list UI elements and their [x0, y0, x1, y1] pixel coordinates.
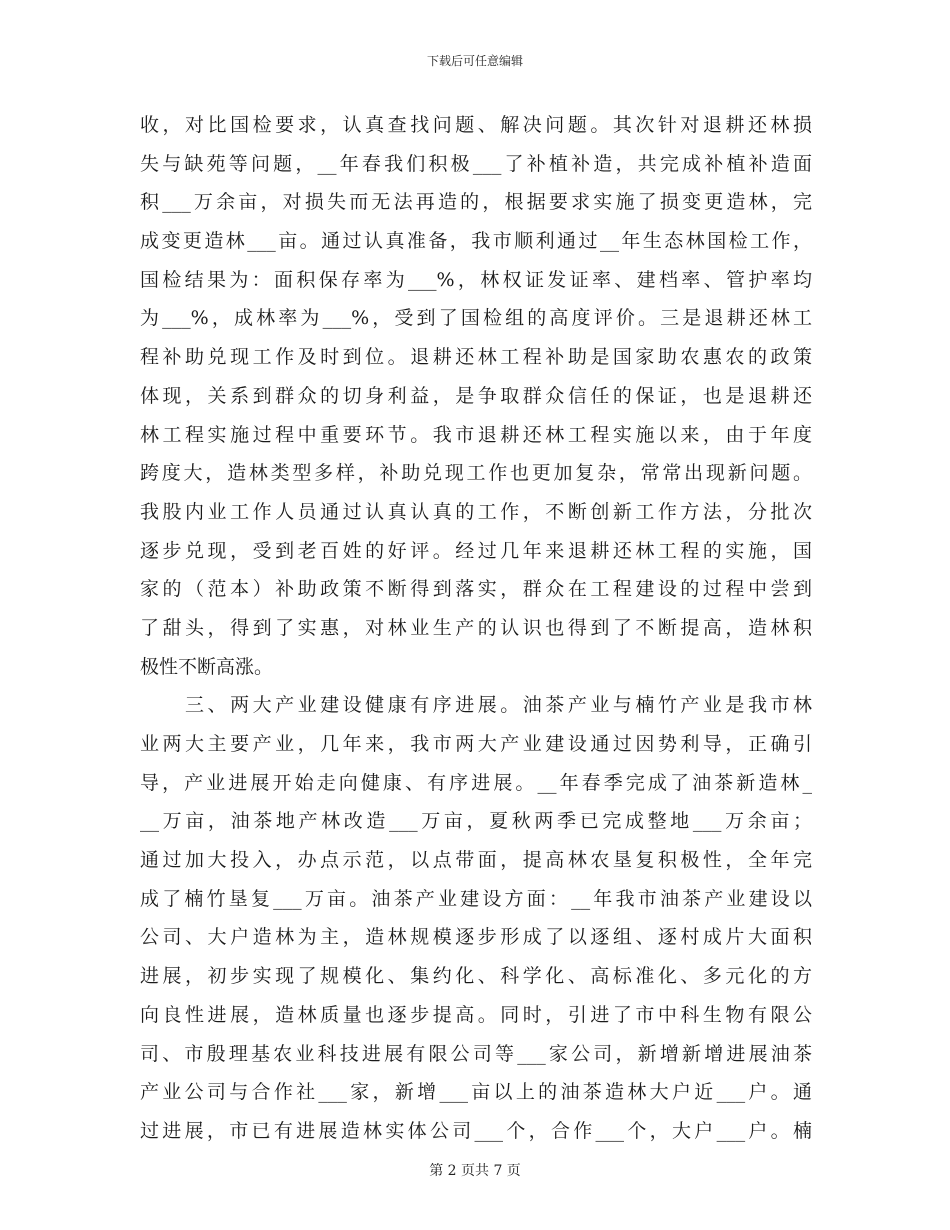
- text-line: 进展，初步实现了规模化、集约化、科学化、高标准化、多元化的方: [140, 965, 812, 988]
- text-line: 了甜头，得到了实惠，对林业生产的认识也得到了不断提高，造林积: [140, 616, 812, 639]
- text-line: 我股内业工作人员通过认真认真的工作，不断创新工作方法，分批次: [140, 500, 812, 523]
- text-line: 程补助兑现工作及时到位。退耕还林工程补助是国家助农惠农的政策: [140, 346, 812, 369]
- text-line: 逐步兑现，受到老百姓的好评。经过几年来退耕还林工程的实施，国: [140, 539, 812, 562]
- text-line: 林工程实施过程中重要环节。我市退耕还林工程实施以来，由于年度: [140, 423, 812, 446]
- text-line: 过进展，市已有进展造林实体公司___个，合作___个，大户___户。楠: [140, 1119, 812, 1142]
- text-line: 公司、大户造林为主，造林规模逐步形成了以逐组、逐村成片大面积: [140, 926, 812, 949]
- text-line: 国检结果为：面积保存率为___%，林权证发证率、建档率、管护率均: [140, 268, 812, 291]
- text-line: 三、两大产业建设健康有序进展。油茶产业与楠竹产业是我市林: [140, 694, 812, 717]
- page-header-note: 下载后可任意编辑: [426, 54, 523, 68]
- text-line: 向良性进展，造林质量也逐步提高。同时，引进了市中科生物有限公: [140, 1003, 812, 1026]
- text-line: 导，产业进展开始走向健康、有序进展。__年春季完成了油茶新造林_: [140, 771, 812, 794]
- text-line: 体现，关系到群众的切身利益，是争取群众信任的保证，也是退耕还: [140, 384, 812, 407]
- text-line: 失与缺苑等问题，__年春我们积极___了补植补造，共完成补植补造面: [140, 152, 812, 175]
- text-line: 成变更造林___亩。通过认真准备，我市顺利通过__年生态林国检工作，: [140, 230, 812, 253]
- text-line: 产业公司与合作社___家，新增___亩以上的油茶造林大户近___户。通: [140, 1081, 812, 1104]
- text-line: 家的（范本）补助政策不断得到落实，群众在工程建设的过程中尝到: [140, 578, 812, 601]
- document-body: [140, 106, 812, 1151]
- text-line: 为___%，成林率为___%，受到了国检组的高度评价。三是退耕还林工: [140, 307, 812, 330]
- page-number-footer: 第 2 页共 7 页: [429, 1163, 521, 1179]
- text-line: 业两大主要产业，几年来，我市两大产业建设通过因势利导，正确引: [140, 733, 812, 755]
- text-line: 极性不断高涨。: [140, 655, 274, 678]
- text-line: 积___万余亩，对损失而无法再造的，根据要求实施了损变更造林，完: [140, 191, 812, 214]
- text-line: 跨度大，造林类型多样，补助兑现工作也更加复杂，常常出现新问题。: [140, 462, 812, 485]
- text-line: 司、市殷理基农业科技进展有限公司等___家公司，新增新增进展油茶: [140, 1042, 812, 1065]
- text-line: 收，对比国检要求，认真查找问题、解决问题。其次针对退耕还林损: [140, 114, 812, 136]
- text-line: 通过加大投入，办点示范，以点带面，提高林农垦复积极性，全年完: [140, 849, 812, 872]
- text-line: __万亩，油茶地产林改造___万亩，夏秋两季已完成整地___万余亩；: [140, 810, 812, 833]
- text-line: 成了楠竹垦复___万亩。油茶产业建设方面：__年我市油茶产业建设以: [140, 887, 812, 910]
